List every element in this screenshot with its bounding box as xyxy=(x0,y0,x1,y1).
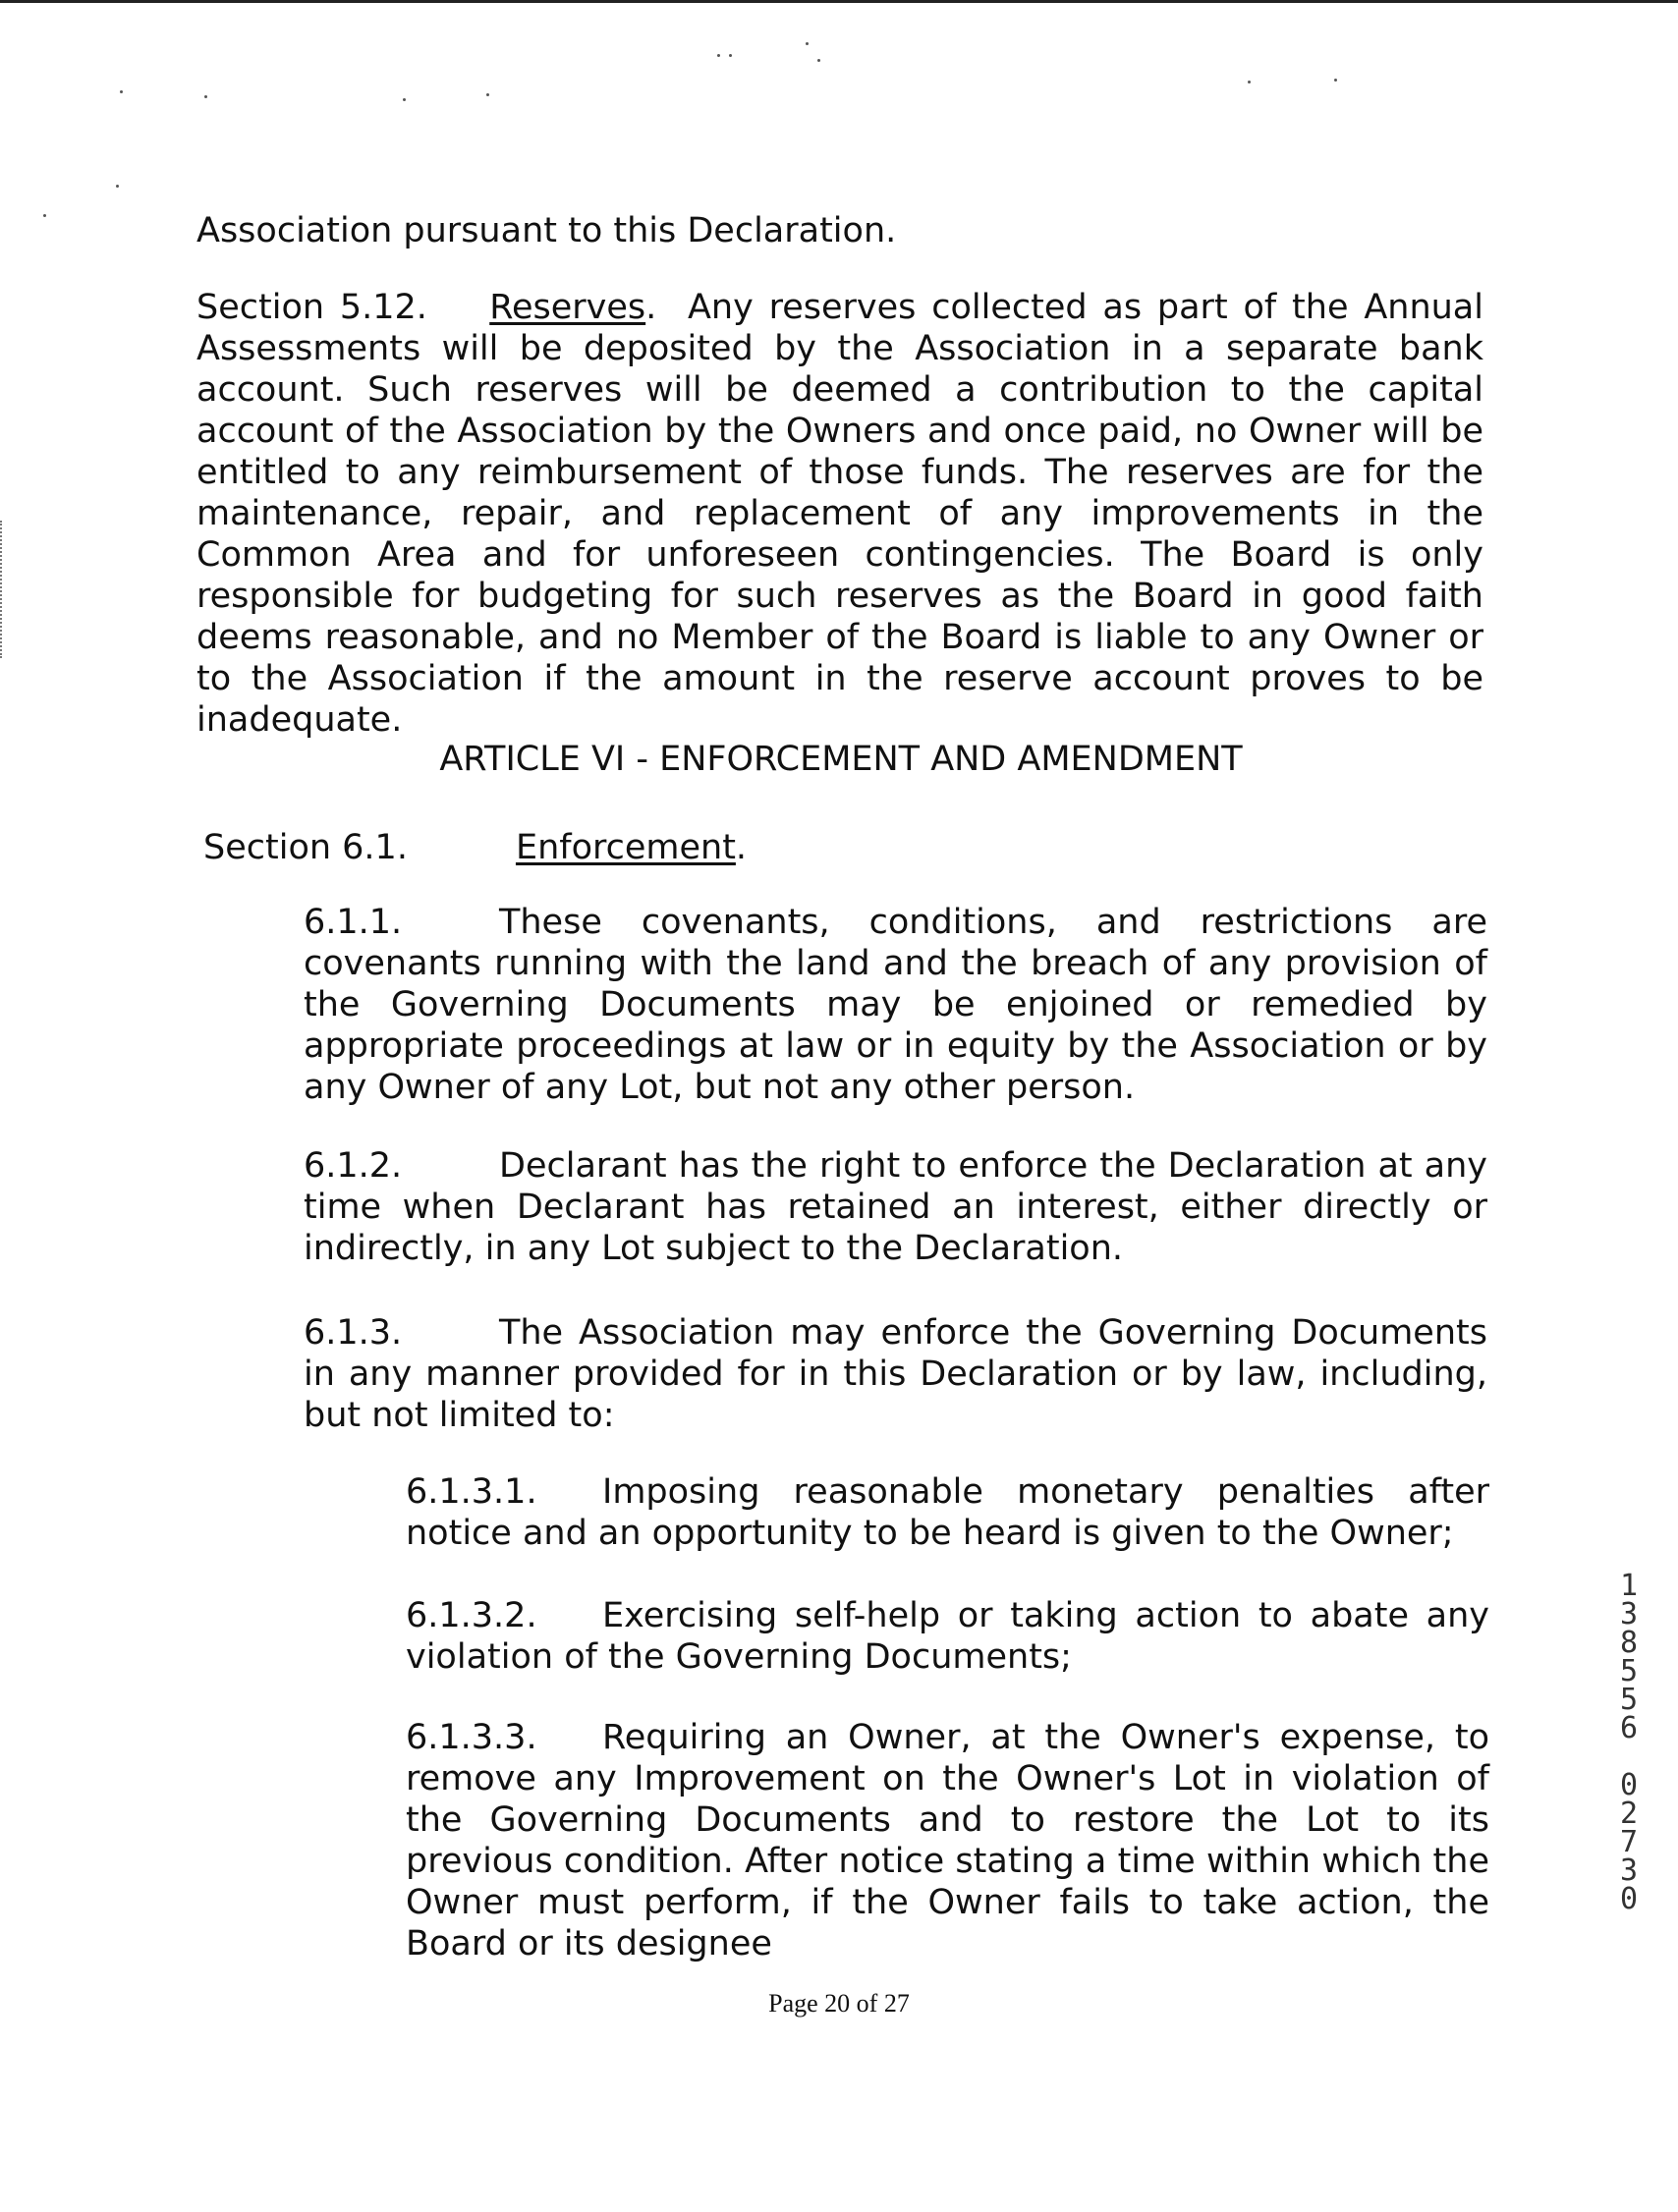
clause-6-1-2 xyxy=(304,1145,1487,1269)
clause-text: Declarant has the right to enforce the Declaration at any time when Declarant has retained an interest, either directly or indirectly, in any Lot subject to the Declaration. xyxy=(304,1146,1487,1268)
section-number: Section 6.1. xyxy=(203,828,408,867)
recording-stamp xyxy=(1609,1569,1649,1916)
section-title: Enforcement xyxy=(515,828,736,867)
page-number: Page 20 of 27 xyxy=(768,1989,910,2018)
scan-speck xyxy=(817,59,820,62)
stamp-char: 2 xyxy=(1619,1797,1639,1831)
section-title-punct: . xyxy=(645,288,657,327)
clause-number: 6.1.2. xyxy=(304,1146,403,1186)
section-title: Reserves xyxy=(489,288,646,327)
stamp-char: 7 xyxy=(1619,1825,1639,1859)
clause-text: The Association may enforce the Governing Documents in any manner provided for in this Declaration or by law, including, but not limited to: xyxy=(304,1313,1487,1435)
subclause-6-1-3-3 xyxy=(406,1717,1489,1964)
stamp-char: 0 xyxy=(1619,1882,1639,1916)
section-5-12-paragraph xyxy=(196,287,1483,741)
article-heading: ARTICLE VI - ENFORCEMENT AND AMENDMENT xyxy=(439,740,1243,779)
stamp-char: 0 xyxy=(1619,1768,1639,1802)
section-number: Section 5.12. xyxy=(196,288,427,327)
scan-speck xyxy=(486,93,489,96)
scan-speck xyxy=(717,54,720,57)
section-body: Any reserves collected as part of the Annual Assessments will be deposited by the Association in a separate bank account. Such reserves will be deemed a contribution to the capital account of the Association by the Owners and once paid, no Owner will be entitled to any reimbursement of those funds. The reserves are for the maintenance, repair, and replacement of any improvements in the Common Area and for unforeseen contingencies. The Board is only responsible for budgeting for such reserves as the Board in good faith deems reasonable, and no Member of the Board is liable to any Owner or to the Association if the amount in the reserve account proves to be inadequate. xyxy=(196,288,1483,740)
stamp-char xyxy=(1609,1742,1649,1771)
continuation-text: Association pursuant to this Declaration. xyxy=(196,211,897,250)
clause-text: These covenants, conditions, and restrictions are covenants running with the land and the breach of any provision of the Governing Documents may be enjoined or remedied by appropriate proceedings at law or in equity by the Association or by any Owner of any Lot, but not any other person. xyxy=(304,903,1487,1107)
scan-speck xyxy=(1334,79,1337,82)
stamp-char: 1 xyxy=(1619,1569,1639,1603)
clause-number: 6.1.3. xyxy=(304,1313,403,1353)
clause-6-1-1 xyxy=(304,902,1487,1108)
section-title-punct: . xyxy=(735,828,748,867)
stamp-char: 3 xyxy=(1619,1597,1639,1631)
clause-number: 6.1.1. xyxy=(304,903,403,942)
scan-speck xyxy=(1248,81,1251,83)
section-6-1-heading xyxy=(203,827,747,868)
scan-speck xyxy=(403,98,406,101)
clause-6-1-3 xyxy=(304,1312,1487,1436)
stamp-char: 3 xyxy=(1619,1853,1639,1888)
stamp-char: 5 xyxy=(1619,1654,1639,1688)
stamp-char: 5 xyxy=(1619,1683,1639,1717)
stamp-char: 8 xyxy=(1619,1626,1639,1660)
subclause-text: Imposing reasonable monetary penalties after notice and an opportunity to be heard is given to the Owner; xyxy=(406,1472,1489,1553)
scan-margin-mark xyxy=(0,521,5,658)
subclause-number: 6.1.3.1. xyxy=(406,1472,537,1512)
subclause-number: 6.1.3.2. xyxy=(406,1596,537,1635)
scan-speck xyxy=(120,90,123,93)
subclause-text: Exercising self-help or taking action to abate any violation of the Governing Documents; xyxy=(406,1596,1489,1677)
scan-speck xyxy=(204,95,207,98)
scan-speck xyxy=(43,214,46,217)
subclause-6-1-3-2 xyxy=(406,1595,1489,1678)
subclause-6-1-3-1 xyxy=(406,1471,1489,1554)
scan-speck xyxy=(806,42,809,45)
scan-speck xyxy=(116,185,119,188)
subclause-number: 6.1.3.3. xyxy=(406,1718,537,1757)
subclause-text: Requiring an Owner, at the Owner's expense, to remove any Improvement on the Owner's Lot in violation of the Governing Documents and to restore the Lot to its previous condition. After notice stating a time within which the Owner must perform, if the Owner fails to take action, the Board or its designee xyxy=(406,1718,1489,1963)
scan-edge-line xyxy=(0,0,1678,3)
stamp-char: 6 xyxy=(1619,1711,1639,1745)
scan-speck xyxy=(729,54,732,57)
